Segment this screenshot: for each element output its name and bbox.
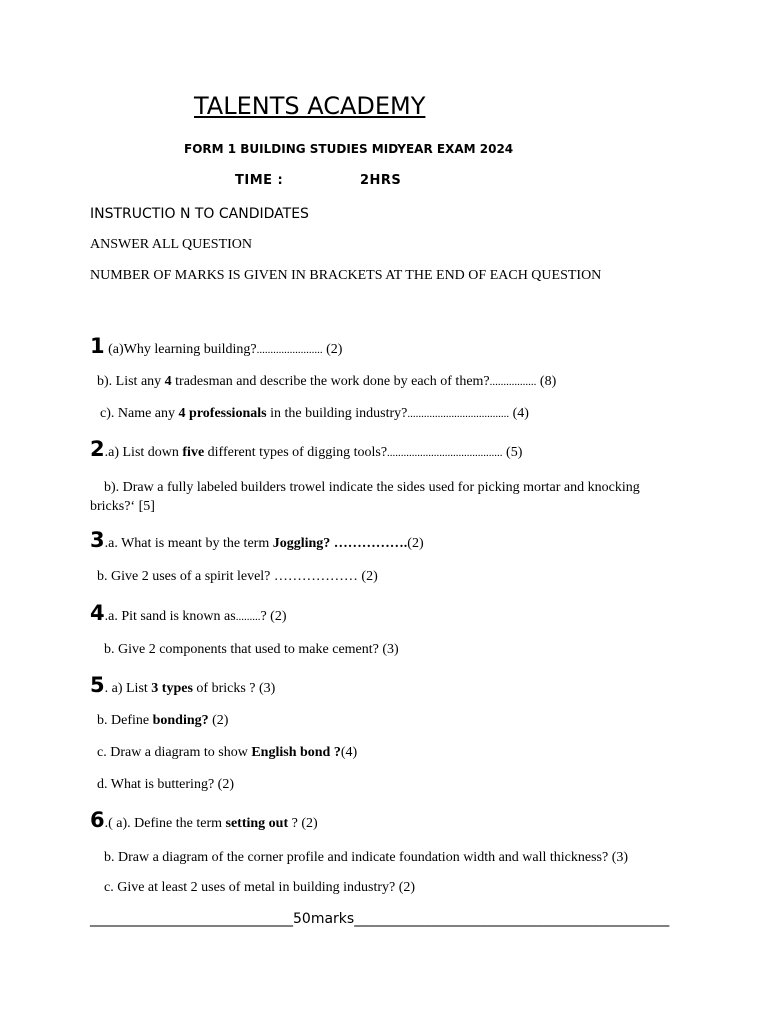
question-5c: c. Draw a diagram to show English bond ?(4) xyxy=(97,745,358,760)
question-number: 3 xyxy=(90,528,105,552)
instruction-answer-all: ANSWER ALL QUESTION xyxy=(90,237,253,252)
time-label: TIME : xyxy=(235,173,284,188)
question-number: 6 xyxy=(90,808,105,832)
exam-subtitle: FORM 1 BUILDING STUDIES MIDYEAR EXAM 2024 xyxy=(184,142,514,156)
question-3a: 3.a. What is meant by the term Joggling? …………….(2) xyxy=(90,528,424,552)
question-4b: b. Give 2 components that used to make cement? (3) xyxy=(104,642,399,657)
instructions-heading: INSTRUCTIO N TO CANDIDATES xyxy=(90,206,309,222)
question-number: 5 xyxy=(90,673,105,697)
question-5d: d. What is buttering? (2) xyxy=(97,777,234,792)
question-3b: b. Give 2 uses of a spirit level? ……………… (2) xyxy=(97,569,378,584)
question-5a: 5. a) List 3 types of bricks ? (3) xyxy=(90,673,276,697)
question-1a: 1 (a)Why learning building?........................ (2) xyxy=(90,334,343,358)
question-2a: 2.a) List down five different types of digging tools?.......................................... (5) xyxy=(90,437,523,461)
time-value: 2HRS xyxy=(360,173,402,188)
total-marks-line: _____________________________50marks_____________________________________________ xyxy=(90,911,670,927)
question-number: 4 xyxy=(90,601,105,625)
question-5b: b. Define bonding? (2) xyxy=(97,713,229,728)
question-6c: c. Give at least 2 uses of metal in building industry? (2) xyxy=(104,880,416,895)
question-number: 1 xyxy=(90,334,105,358)
question-6a: 6.( a). Define the term setting out ? (2) xyxy=(90,808,318,832)
question-1b: b). List any 4 tradesman and describe the work done by each of them?................. (8) xyxy=(97,374,557,389)
question-4a: 4.a. Pit sand is known as.........? (2) xyxy=(90,601,287,625)
question-number: 2 xyxy=(90,437,105,461)
question-6b: b. Draw a diagram of the corner profile and indicate foundation width and wall thickness? (3) xyxy=(104,850,629,865)
school-title: TALENTS ACADEMY xyxy=(194,92,426,120)
total-marks: 50marks xyxy=(293,911,355,927)
instruction-marks: NUMBER OF MARKS IS GIVEN IN BRACKETS AT THE END OF EACH QUESTION xyxy=(90,268,602,283)
question-1c: c). Name any 4 professionals in the building industry?..................................... (4) xyxy=(100,406,529,421)
question-2b: b). Draw a fully labeled builders trowel indicate the sides used for picking mortar and knocking bricks?‘ [5] xyxy=(90,480,640,514)
